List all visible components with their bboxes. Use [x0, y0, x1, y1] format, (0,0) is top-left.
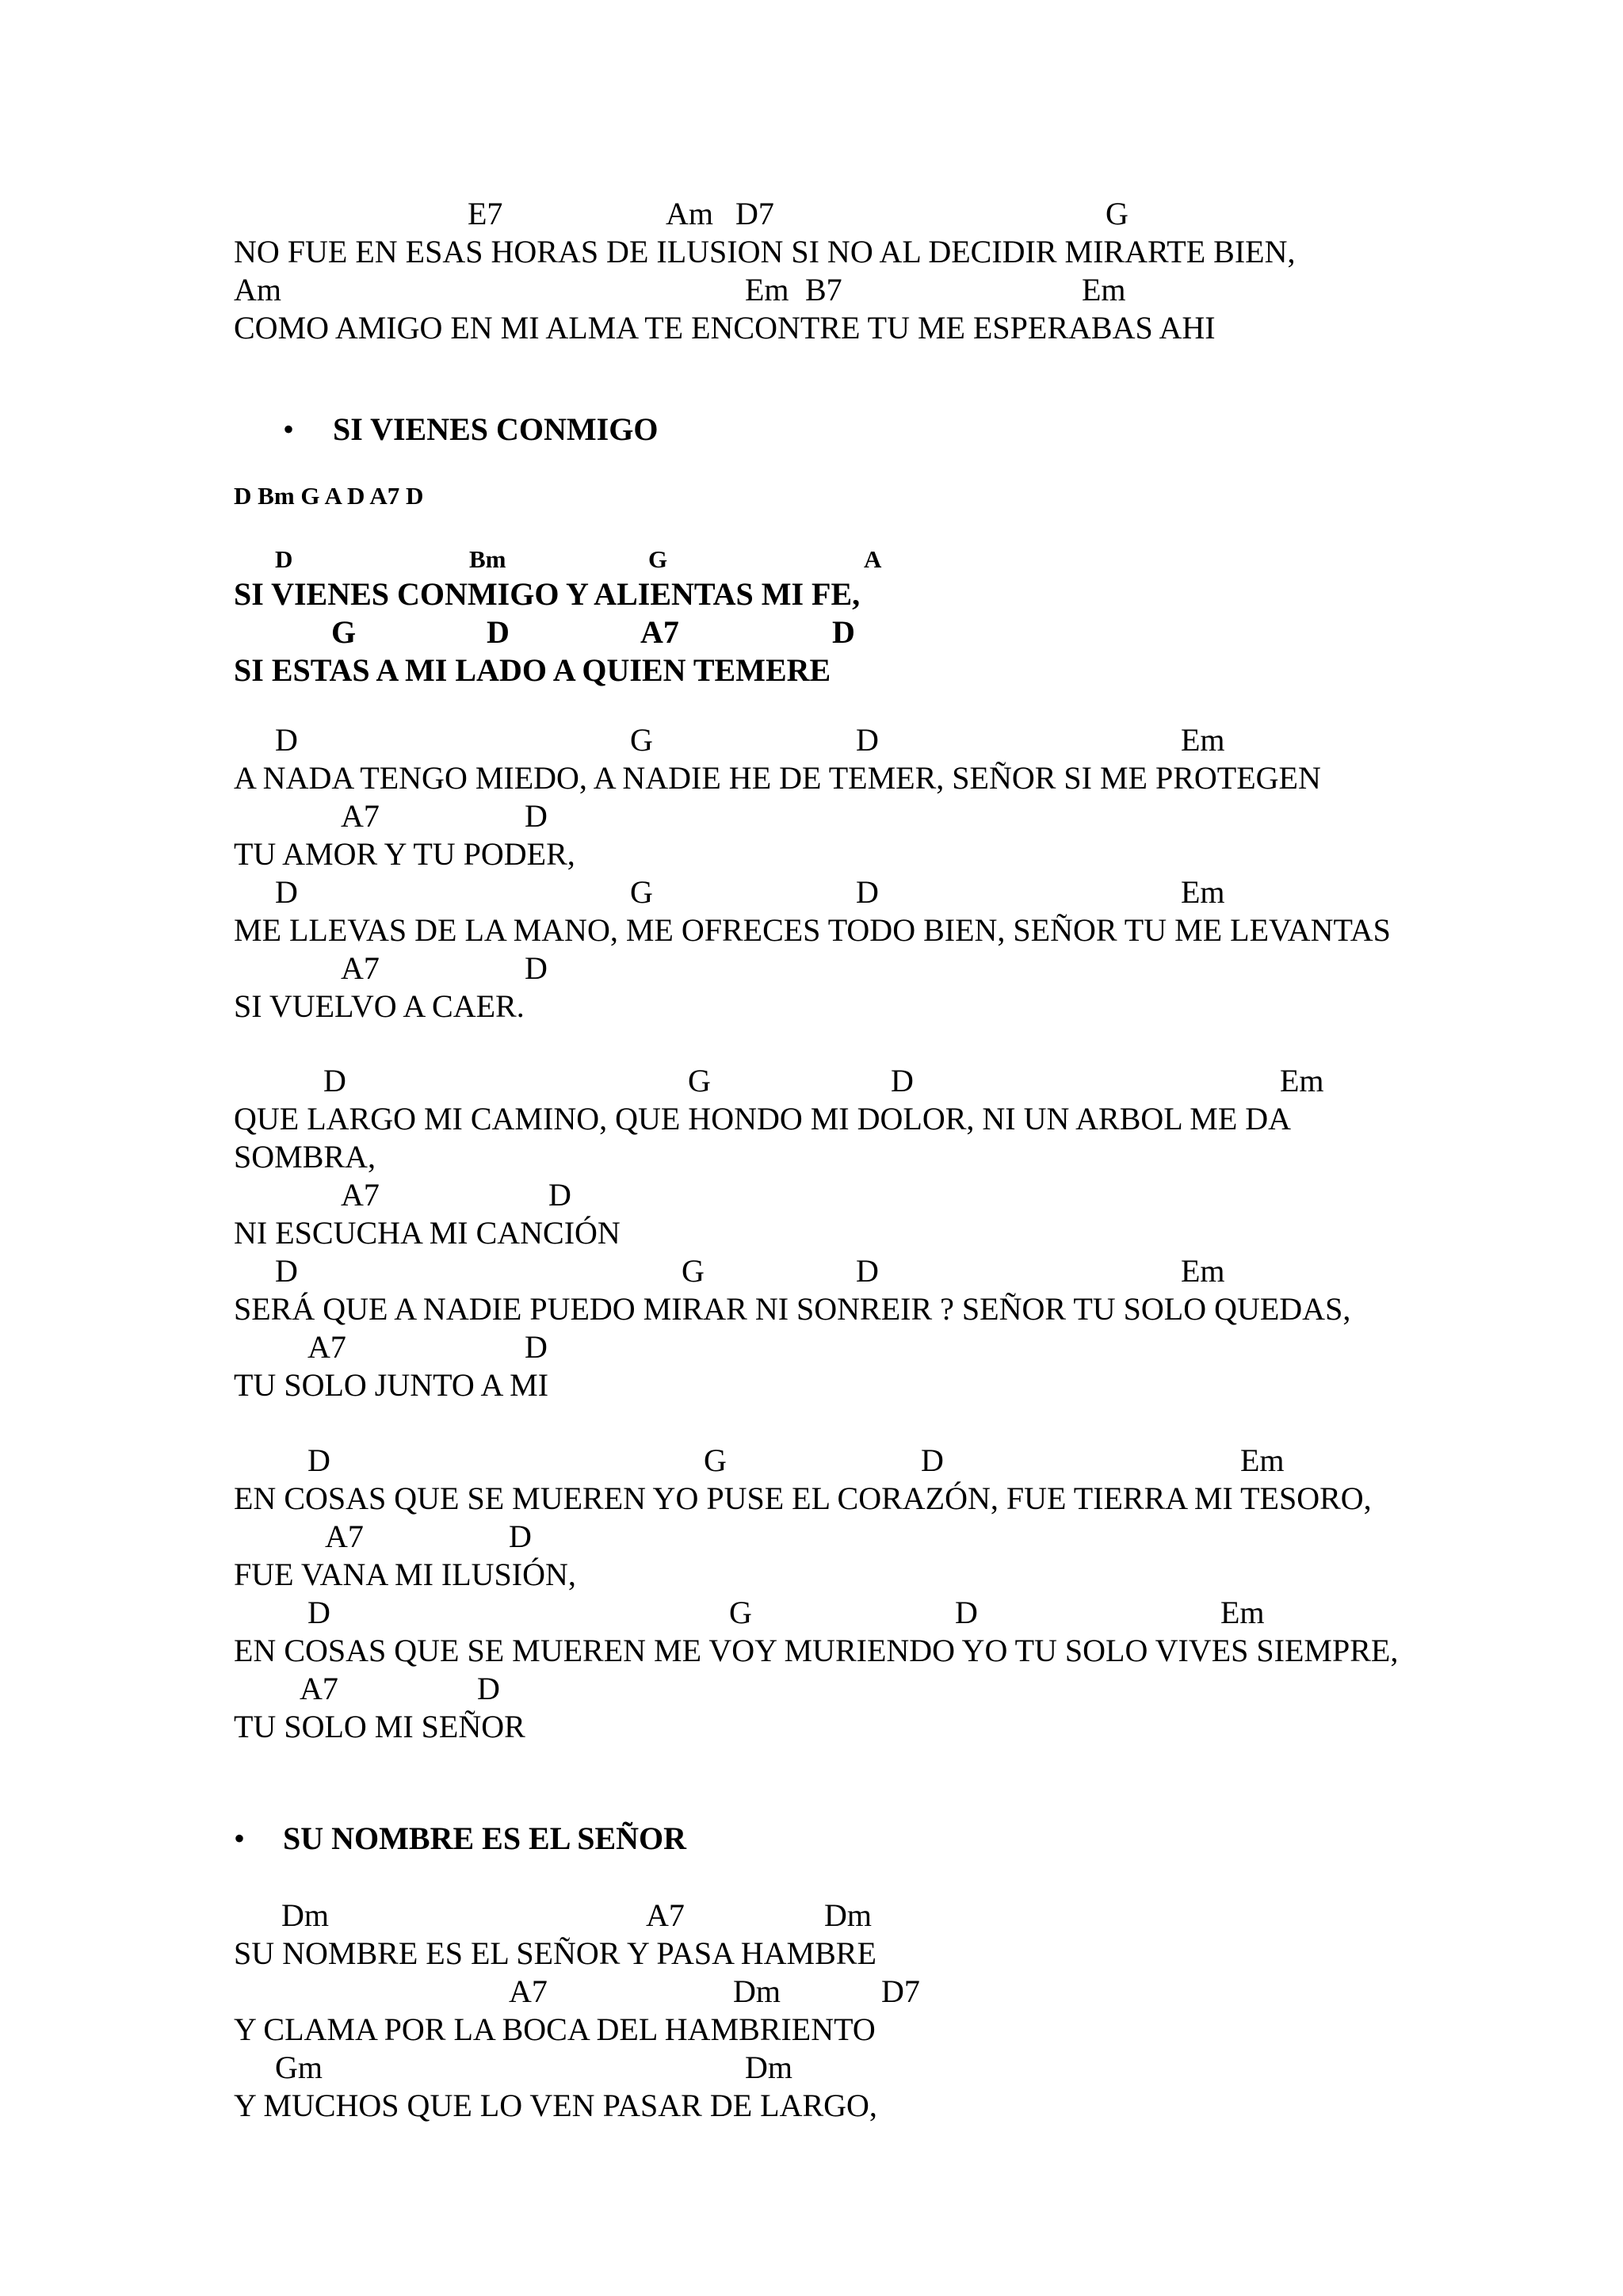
chord: Dm: [281, 1897, 329, 1933]
chord: D: [307, 1595, 330, 1630]
lyric-line: SU NOMBRE ES EL SEÑOR Y PASA HAMBRE: [234, 1935, 876, 1971]
chord: Gm: [275, 2050, 323, 2085]
chord: Em: [1181, 722, 1225, 758]
chord: A7: [509, 1973, 548, 2009]
lyric-line: SI ESTAS A MI LADO A QUIEN TEMERE: [234, 652, 831, 688]
chord: D: [856, 722, 879, 758]
lyric-line: TU AMOR Y TU PODER,: [234, 836, 575, 872]
chord: D: [275, 1253, 298, 1289]
chord: G: [729, 1595, 752, 1630]
intro-chords: D Bm G A D A7 D: [234, 482, 424, 510]
chord: D: [856, 1253, 879, 1289]
chord: Am: [666, 196, 713, 231]
chord: D: [275, 722, 298, 758]
chord: D: [955, 1595, 978, 1630]
chord: G: [630, 722, 653, 758]
chord: Bm: [469, 545, 506, 573]
bullet-icon: •: [283, 411, 295, 447]
lyric-line: EN COSAS QUE SE MUEREN ME VOY MURIENDO YO TU SOLO VIVES SIEMPRE,: [234, 1633, 1399, 1668]
chord: Em: [1181, 874, 1225, 910]
chord: E7: [468, 196, 503, 231]
chord: G: [682, 1253, 705, 1289]
chord: Em: [1082, 272, 1126, 308]
lyric-line: COMO AMIGO EN MI ALMA TE ENCONTRE TU ME ESPERABAS AHI: [234, 310, 1216, 346]
lyric-line: A NADA TENGO MIEDO, A NADIE HE DE TEMER, SEÑOR SI ME PROTEGEN: [234, 760, 1321, 796]
chord: G: [648, 545, 668, 573]
song-title: SI VIENES CONMIGO: [333, 411, 659, 447]
chord: Dm: [745, 2050, 792, 2085]
chord: D: [525, 1329, 548, 1365]
chord: D: [487, 614, 510, 650]
chord: A7: [307, 1329, 346, 1365]
lyric-line: TU SOLO MI SEÑOR: [234, 1709, 525, 1744]
chord: A7: [300, 1671, 338, 1706]
chord: B7: [805, 272, 842, 308]
chord: Dm: [824, 1897, 872, 1933]
lyric-line: SOMBRA,: [234, 1139, 376, 1175]
lyric-line: EN COSAS QUE SE MUEREN YO PUSE EL CORAZÓN, FUE TIERRA MI TESORO,: [234, 1480, 1372, 1516]
chord: G: [331, 614, 357, 650]
chord: D: [548, 1177, 571, 1213]
lyric-line: SI VIENES CONMIGO Y ALIENTAS MI FE,: [234, 576, 861, 612]
chord: D: [525, 950, 548, 986]
chord: A: [864, 545, 882, 573]
chord: Am: [234, 272, 281, 308]
chord: D: [307, 1442, 330, 1478]
chord: A7: [341, 798, 380, 834]
lyric-line: NO FUE EN ESAS HORAS DE ILUSION SI NO AL DECIDIR MIRARTE BIEN,: [234, 234, 1296, 269]
chord: A7: [325, 1519, 364, 1554]
chord: Em: [1240, 1442, 1285, 1478]
chord: Em: [1280, 1063, 1324, 1098]
bullet-icon: •: [234, 1820, 246, 1856]
chord: D: [891, 1063, 914, 1098]
chord: Dm: [733, 1973, 781, 2009]
chord: D: [525, 798, 548, 834]
chord: G: [1106, 196, 1128, 231]
lyric-line: QUE LARGO MI CAMINO, QUE HONDO MI DOLOR, NI UN ARBOL ME DA: [234, 1101, 1292, 1137]
chord: D: [323, 1063, 346, 1098]
chord: A7: [341, 1177, 380, 1213]
song-title: SU NOMBRE ES EL SEÑOR: [283, 1820, 687, 1856]
lyric-line: SERÁ QUE A NADIE PUEDO MIRAR NI SONREIR ? SEÑOR TU SOLO QUEDAS,: [234, 1291, 1351, 1327]
chord: A7: [341, 950, 380, 986]
lyric-line: NI ESCUCHA MI CANCIÓN: [234, 1215, 621, 1251]
chord: G: [688, 1063, 711, 1098]
chord: D: [275, 874, 298, 910]
chord: D: [509, 1519, 532, 1554]
lyric-line: Y CLAMA POR LA BOCA DEL HAMBRIENTO: [234, 2011, 876, 2047]
chord: D7: [881, 1973, 920, 2009]
chord: G: [704, 1442, 727, 1478]
lyric-line: FUE VANA MI ILUSIÓN,: [234, 1557, 576, 1592]
chord: D: [921, 1442, 944, 1478]
chord: Em: [1220, 1595, 1265, 1630]
chord: Em: [1181, 1253, 1225, 1289]
chord: D: [477, 1671, 500, 1706]
chord: D: [856, 874, 879, 910]
chord: D7: [735, 196, 774, 231]
chord: A7: [640, 614, 679, 650]
lyric-line: TU SOLO JUNTO A MI: [234, 1367, 549, 1403]
chord: Em: [745, 272, 789, 308]
chord: D: [832, 614, 855, 650]
chord: A7: [646, 1897, 685, 1933]
lyric-line: SI VUELVO A CAER.: [234, 988, 525, 1024]
lyric-line: Y MUCHOS QUE LO VEN PASAR DE LARGO,: [234, 2088, 877, 2123]
chord: D: [275, 545, 293, 573]
chord: G: [630, 874, 653, 910]
lyric-line: ME LLEVAS DE LA MANO, ME OFRECES TODO BIEN, SEÑOR TU ME LEVANTAS: [234, 912, 1391, 948]
